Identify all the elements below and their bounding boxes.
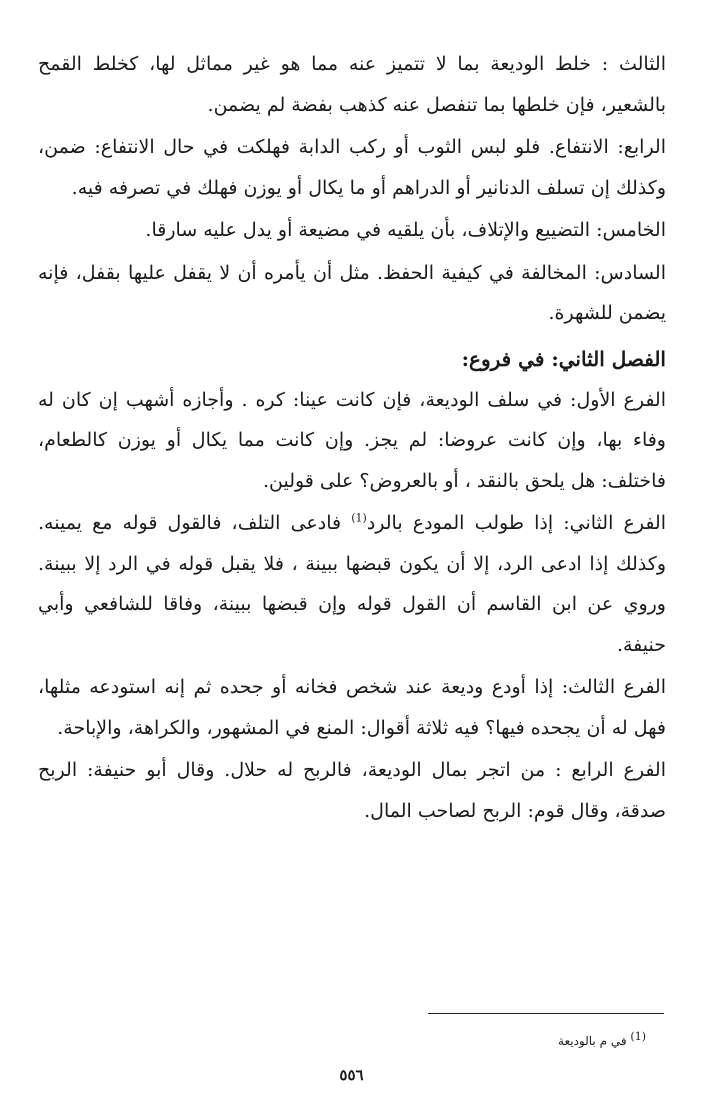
footnote-mark: (1) xyxy=(630,1030,646,1043)
footnote xyxy=(558,1030,646,1049)
paragraph-third-case: الثالث : خلط الوديعة بما لا تتميز عنه مما هو غير مماثل لها، كخلط القمح بالشعير، فإن خلطها بما تنفصل عنه كذهب بفضة لم يضمن. xyxy=(38,53,666,116)
paragraph-branch-one: الفرع الأول: في سلف الوديعة، فإن كانت عينا: كره . وأجازه أشهب إن كان له وفاء بها، وإن كانت عروضا: لم يجز. وإن كانت مما يكال أو يوزن كالطعام، فاختلف: هل يلحق بالنقد ، أو بالعروض؟ على قولين. xyxy=(38,388,666,492)
paragraph-sixth-case: السادس: المخالفة في كيفية الحفظ. مثل أن يأمره أن لا يقفل عليها بقفل، فإنه يضمن للشهرة. xyxy=(38,261,666,324)
page-body xyxy=(38,44,666,831)
footnote-divider xyxy=(428,1013,664,1014)
section-heading: الفصل الثاني: في فروع: xyxy=(461,346,666,371)
page-number: ٥٥٦ xyxy=(339,1066,364,1084)
branch-two-text-start: الفرع الثاني: إذا طولب المودع بالرد xyxy=(366,512,666,534)
paragraph-fifth-case: الخامس: التضييع والإتلاف، بأن يلقيه في مضيعة أو يدل عليه سارقا. xyxy=(145,219,666,241)
paragraph-branch-two xyxy=(38,503,666,665)
paragraph-fourth-case: الرابع: الانتفاع. فلو لبس الثوب أو ركب الدابة فهلكت في حال الانتفاع: ضمن، وكذلك إن تسلف الدنانير أو الدراهم أو ما يكال أو يوزن فهلك في تصرفه فيه. xyxy=(38,136,666,199)
paragraph-branch-three: الفرع الثالث: إذا أودع وديعة عند شخص فخانه أو جحده ثم إنه استودعه مثلها، فهل له أن يجحده فيها؟ فيه ثلاثة أقوال: المنع في المشهور، والكراهة، والإباحة. xyxy=(38,676,666,739)
footnote-text: في م بالوديعة xyxy=(558,1034,627,1048)
footnote-reference: (1) xyxy=(351,511,367,525)
branch-two-text-end: فادعى التلف، فالقول قوله مع يمينه. وكذلك إذا ادعى الرد، إلا أن يكون قبضها ببينة ، فلا يقبل قوله في الرد إلا ببينة. وروي عن ابن القاسم أن القول قوله وإن قبضها ببينة، وفاقا للشافعي وأبي حنيفة. xyxy=(38,512,666,656)
paragraph-branch-four: الفرع الرابع : من اتجر بمال الوديعة، فالربح له حلال. وقال أبو حنيفة: الربح صدقة، وقال قوم: الربح لصاحب المال. xyxy=(38,759,666,822)
